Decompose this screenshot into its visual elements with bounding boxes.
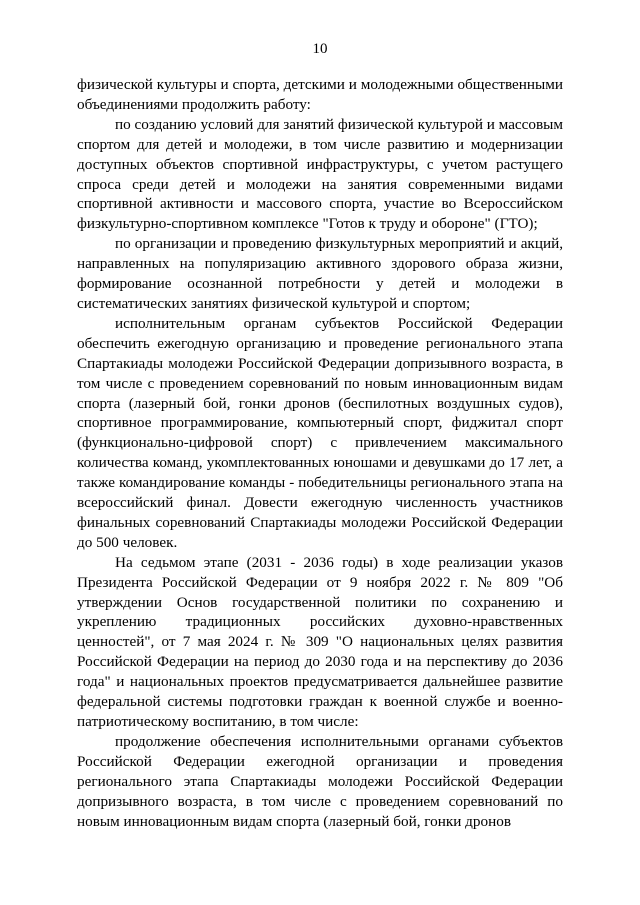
paragraph: исполнительным органам субъектов Российской Федерации обеспечить ежегодную организацию и проведение регионального этапа Спартакиады молодежи Российской Федерации допризывного возраста, в том числе с проведением соревнований по новым инновационным видам спорта (лазерный бой, гонки дронов (беспилотных воздушных судов), спортивное программирование, компьютерный спорт, фиджитал спорт (функционально-цифровой спорт) с привлечением максимального количества команд, укомплектованных юношами и девушками до 17 лет, а также командирование команды - победительницы регионального этапа на всероссийский финал. Довести ежегодную численность участников финальных соревнований Спартакиады молодежи Российской Федерации до 500 человек. xyxy=(77,314,563,551)
paragraph: по созданию условий для занятий физической культурой и массовым спортом для детей и молодежи, в том числе развитию и модернизации доступных объектов спортивной инфраструктуры, с учетом растущего спроса среди детей и молодежи на занятия современными видами спортивной активности и массового спорта, участие во Всероссийском физкультурно-спортивном комплексе "Готов к труду и обороне" (ГТО); xyxy=(77,115,563,233)
document-body xyxy=(77,75,563,831)
paragraph: продолжение обеспечения исполнительными органами субъектов Российской Федерации ежегодной организации и проведения регионального этапа Спартакиады молодежи Российской Федерации допризывного возраста, в том числе с проведением соревнований по новым инновационным видам спорта (лазерный бой, гонки дронов xyxy=(77,732,563,830)
paragraph: физической культуры и спорта, детскими и молодежными общественными объединениями продолжить работу: xyxy=(77,76,563,113)
paragraph: по организации и проведению физкультурных мероприятий и акций, направленных на популяризацию активного здорового образа жизни, формирование осознанной потребности у детей и молодежи в систематических занятиях физической культурой и спортом; xyxy=(77,235,563,312)
paragraph: На седьмом этапе (2031 - 2036 годы) в ходе реализации указов Президента Российской Федерации от 9 ноября 2022 г. № 809 "Об утверждении Основ государственной политики по сохранению и укреплению традиционных российских духовно-нравственных ценностей", от 7 мая 2024 г. № 309 "О национальных целях развития Российской Федерации на период до 2030 года и на перспективу до 2036 года" и национальных проектов предусматривается дальнейшее развитие федеральной системы подготовки граждан к военной службе и военно-патриотическому воспитанию, в том числе: xyxy=(77,553,563,730)
page-number: 10 xyxy=(312,41,328,57)
